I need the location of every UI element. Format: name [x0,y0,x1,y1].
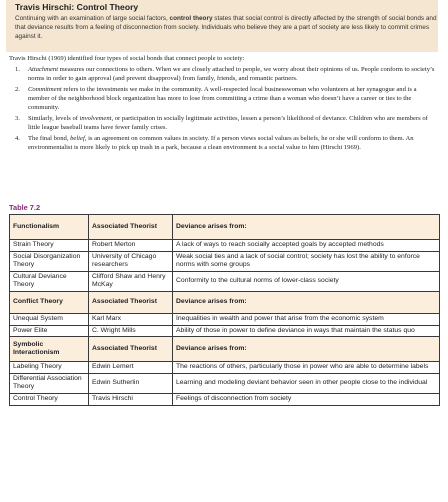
list-number: 3. [15,115,20,122]
theorist-cell: Edwin Lemert [89,362,173,374]
social-bonds-list [9,65,439,154]
table-row [10,393,440,405]
table-row [10,325,440,337]
table-row [10,271,440,291]
column-header: Associated Theorist [89,291,173,313]
list-item [9,134,439,152]
table-caption: Table 7.2 [9,203,41,212]
table-section-header [10,337,440,362]
theory-cell: Control Theory [10,393,89,405]
table-section-header [10,291,440,313]
control-theory-callout [6,0,438,52]
bond-term: Commitment [28,86,62,93]
deviance-theories-table [9,214,440,406]
theory-cell: Unequal System [10,313,89,325]
list-item [9,65,439,83]
bond-pre: Similarly, levels of [28,115,80,122]
list-number: 1. [15,66,20,73]
bond-term: involvement [79,115,112,122]
section-name: Conflict Theory [10,291,89,313]
deviance-cell: Feelings of disconnection from society [173,393,440,405]
table-row [10,240,440,252]
table-row [10,313,440,325]
bond-text: , or participation in socially legitimate activities, lessen a person’s likelihood of deviance. Children who are members of little league baseball teams have fewer family crises. [28,115,428,131]
theorist-cell: Robert Merton [89,240,173,252]
callout-title: Travis Hirschi: Control Theory [15,2,139,12]
theorist-cell: Karl Marx [89,313,173,325]
deviance-cell: Inequalities in wealth and power that arise from the economic system [173,313,440,325]
theory-cell: Power Elite [10,325,89,337]
deviance-cell: A lack of ways to reach socially accepted goals by accepted methods [173,240,440,252]
list-item [9,85,439,112]
intro-before: Continuing with an examination of large social factors, [15,15,170,22]
deviance-cell: The reactions of others, particularly those in power who are able to determine labels [173,362,440,374]
theorist-cell: Clifford Shaw and Henry McKay [89,271,173,291]
theorist-cell: Travis Hirschi [89,393,173,405]
table-row [10,373,440,393]
column-header: Deviance arises from: [173,337,440,362]
bond-text: refers to the investments we make in the community. A well-respected local businesswoman who volunteers at her synagogue and is a member of the neighborhood block organization has more to lose from committing a crime than a woman who doesn’t have a career or ties to the community. [28,86,417,111]
intro-bold-term: control theory [169,15,213,22]
theorist-cell: University of Chicago researchers [89,251,173,271]
theory-cell: Cultural Deviance Theory [10,271,89,291]
deviance-cell: Learning and modeling deviant behavior seen in other people close to the individual [173,373,440,393]
intro-after: states that social control is directly affected by the strength of social bonds and that deviance results from a feeling of disconnection from society. Individuals who believe they are a part of society are less likely to commit crimes against it. [15,15,437,40]
bond-pre: The final bond, [28,135,71,142]
theorist-cell: C. Wright Mills [89,325,173,337]
table-row [10,251,440,271]
lead-paragraph: Travis Hirschi (1969) identified four types of social bonds that connect people to society: [9,55,245,62]
list-number: 2. [15,86,20,93]
column-header: Deviance arises from: [173,215,440,240]
theory-cell: Social Disorganization Theory [10,251,89,271]
deviance-cell: Weak social ties and a lack of social control; society has lost the ability to enforce norms with some groups [173,251,440,271]
section-name: Functionalism [10,215,89,240]
theory-cell: Strain Theory [10,240,89,252]
deviance-cell: Ability of those in power to define deviance in ways that maintain the status quo [173,325,440,337]
column-header: Deviance arises from: [173,291,440,313]
bond-term: Attachment [28,66,59,73]
column-header: Associated Theorist [89,337,173,362]
column-header: Associated Theorist [89,215,173,240]
deviance-cell: Conformity to the cultural norms of lower-class society [173,271,440,291]
bond-text: , is an agreement on common values in society. If a person views social values as beliefs, he or she will conform to them. An environmentalist is more likely to pick up trash in a park, because a clean environment is a social value to him (Hirschi 1969). [28,135,414,151]
table-section-header [10,215,440,240]
bond-text: measures our connections to others. When we are closely attached to people, we worry about their opinions of us. People conform to society’s norms in order to gain approval (and prevent disapproval) from family, friends, and romantic partners. [28,66,435,82]
table-row [10,362,440,374]
bond-term: belief [70,135,85,142]
theory-cell: Labeling Theory [10,362,89,374]
theory-cell: Differential Association Theory [10,373,89,393]
list-number: 4. [15,135,20,142]
callout-intro [15,14,441,41]
section-name: Symbolic Interactionism [10,337,89,362]
theorist-cell: Edwin Sutherlin [89,373,173,393]
list-item [9,114,439,132]
